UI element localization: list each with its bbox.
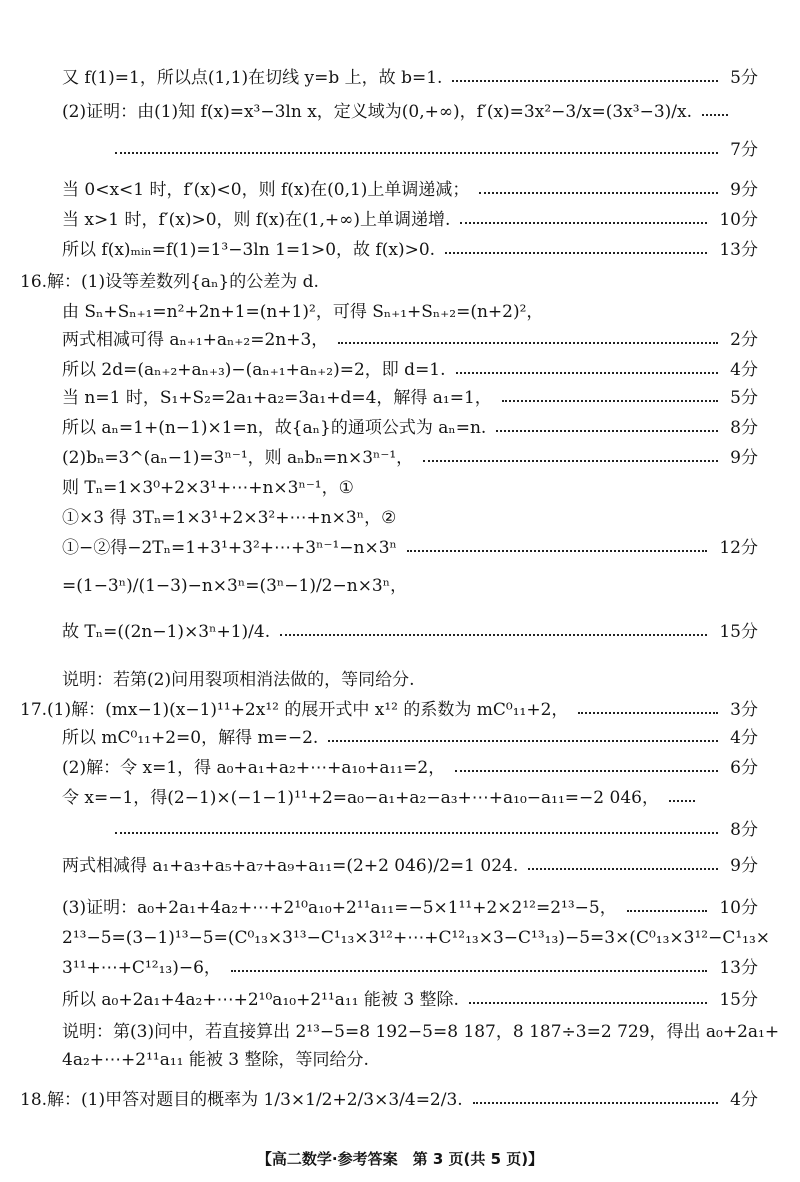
dot-leader bbox=[502, 400, 718, 402]
score-label: 4分 bbox=[730, 728, 758, 749]
page-footer: 【高二数学·参考答案 第 3 页(共 5 页)】 bbox=[256, 1150, 544, 1168]
score-label: 6分 bbox=[730, 758, 758, 779]
score-label: 4分 bbox=[730, 360, 758, 381]
line-text: 故 Tₙ=((2n−1)×3ⁿ+1)/4. bbox=[62, 622, 271, 643]
score-label: 8分 bbox=[730, 418, 758, 439]
dot-leader bbox=[407, 550, 707, 552]
solution-line bbox=[0, 846, 800, 876]
line-text: 两式相减得 a₁+a₃+a₅+a₇+a₉+a₁₁=(2+2 046)/2=1 024. bbox=[62, 856, 519, 877]
dot-leader bbox=[445, 252, 707, 254]
solution-line bbox=[0, 498, 800, 528]
line-text: 所以 a₀+2a₁+4a₂+⋯+2¹⁰a₁₀+2¹¹a₁₁ 能被 3 整除. bbox=[62, 990, 459, 1011]
score-label: 5分 bbox=[730, 388, 758, 409]
solution-line bbox=[0, 378, 800, 408]
line-text: (3)证明：a₀+2a₁+4a₂+⋯+2¹⁰a₁₀+2¹¹a₁₁=−5×1¹¹+2×2¹²=2¹³−5， bbox=[62, 898, 617, 919]
line-text: 4a₂+⋯+2¹¹a₁₁ 能被 3 整除，等同给分. bbox=[62, 1050, 369, 1071]
line-text: (2)解：令 x=1，得 a₀+a₁+a₂+⋯+a₁₀+a₁₁=2， bbox=[62, 758, 446, 779]
line-text: =(1−3ⁿ)/(1−3)−n×3ⁿ=(3ⁿ−1)/2−n×3ⁿ， bbox=[62, 576, 408, 597]
solution-line bbox=[0, 350, 800, 380]
solution-line bbox=[0, 810, 800, 840]
dot-leader bbox=[115, 832, 718, 834]
score-label: 9分 bbox=[730, 856, 758, 877]
line-text: 所以 2d=(aₙ₊₂+aₙ₊₃)−(aₙ₊₁+aₙ₊₂)=2，即 d=1. bbox=[62, 360, 446, 381]
dot-leader bbox=[115, 152, 718, 154]
solution-line bbox=[0, 200, 800, 230]
solution-line bbox=[0, 170, 800, 200]
line-text: 当 x>1 时，f′(x)>0，则 f(x)在(1,+∞)上单调递增. bbox=[62, 210, 451, 231]
line-text: 当 0<x<1 时，f′(x)<0，则 f(x)在(0,1)上单调递减； bbox=[62, 180, 470, 201]
dot-leader bbox=[469, 1002, 707, 1004]
solution-line bbox=[0, 888, 800, 918]
line-text: (2)bₙ=3^(aₙ−1)=3ⁿ⁻¹，则 aₙbₙ=n×3ⁿ⁻¹， bbox=[62, 448, 414, 469]
solution-line bbox=[0, 408, 800, 438]
solution-line bbox=[0, 292, 800, 322]
solution-line bbox=[0, 718, 800, 748]
solution-line bbox=[0, 438, 800, 468]
score-label: 3分 bbox=[730, 700, 758, 721]
continuation-dots bbox=[702, 114, 728, 116]
solution-line bbox=[0, 778, 800, 808]
score-label: 5分 bbox=[730, 68, 758, 89]
line-text: 16.解：(1)设等差数列{aₙ}的公差为 d. bbox=[20, 272, 319, 293]
dot-leader bbox=[496, 430, 718, 432]
line-text: (2)证明：由(1)知 f(x)=x³−3ln x，定义域为(0,+∞)，f′(x)=3x²−3/x=(3x³−3)/x. bbox=[62, 102, 693, 123]
line-text: ①×3 得 3Tₙ=1×3¹+2×3²+⋯+n×3ⁿ，② bbox=[62, 508, 397, 529]
solution-line bbox=[0, 1040, 800, 1070]
score-label: 10分 bbox=[719, 898, 758, 919]
score-label: 10分 bbox=[719, 210, 758, 231]
dot-leader bbox=[338, 342, 718, 344]
solution-line bbox=[0, 690, 800, 720]
line-text: 令 x=−1，得(2−1)×(−1−1)¹¹+2=a₀−a₁+a₂−a₃+⋯+a₁₀−a₁₁=−2 046， bbox=[62, 788, 659, 809]
solution-line bbox=[0, 566, 800, 596]
solution-line bbox=[0, 320, 800, 350]
score-label: 13分 bbox=[719, 240, 758, 261]
dot-leader bbox=[479, 192, 718, 194]
solution-line bbox=[0, 130, 800, 160]
solution-line bbox=[0, 528, 800, 558]
line-text: 两式相减可得 aₙ₊₁+aₙ₊₂=2n+3， bbox=[62, 330, 329, 351]
score-label: 12分 bbox=[719, 538, 758, 559]
score-label: 9分 bbox=[730, 448, 758, 469]
line-text: 所以 f(x)ₘᵢₙ=f(1)=1³−3ln 1=1>0，故 f(x)>0. bbox=[62, 240, 436, 261]
dot-leader bbox=[455, 770, 718, 772]
score-label: 15分 bbox=[719, 990, 758, 1011]
line-text: 所以 mC⁰₁₁+2=0，解得 m=−2. bbox=[62, 728, 319, 749]
dot-leader bbox=[578, 712, 718, 714]
score-label: 4分 bbox=[730, 1090, 758, 1111]
dot-leader bbox=[473, 1102, 718, 1104]
solution-line bbox=[0, 58, 800, 88]
line-text: 又 f(1)=1，所以点(1,1)在切线 y=b 上，故 b=1. bbox=[62, 68, 443, 89]
score-label: 13分 bbox=[719, 958, 758, 979]
line-text: 由 Sₙ+Sₙ₊₁=n²+2n+1=(n+1)²，可得 Sₙ₊₁+Sₙ₊₂=(n+2)²， bbox=[62, 302, 544, 323]
dot-leader bbox=[280, 634, 707, 636]
score-label: 9分 bbox=[730, 180, 758, 201]
solution-line bbox=[0, 980, 800, 1010]
score-label: 15分 bbox=[719, 622, 758, 643]
dot-leader bbox=[528, 868, 718, 870]
line-text: 则 Tₙ=1×3⁰+2×3¹+⋯+n×3ⁿ⁻¹，① bbox=[62, 478, 354, 499]
line-text: 当 n=1 时，S₁+S₂=2a₁+a₂=3a₁+d=4，解得 a₁=1， bbox=[62, 388, 492, 409]
score-label: 7分 bbox=[730, 140, 758, 161]
solution-line bbox=[0, 918, 800, 948]
solution-line bbox=[0, 1012, 800, 1042]
solution-line bbox=[0, 1080, 800, 1110]
solution-line bbox=[0, 468, 800, 498]
line-text: 18.解：(1)甲答对题目的概率为 1/3×1/2+2/3×3/4=2/3. bbox=[20, 1090, 463, 1111]
dot-leader bbox=[328, 740, 718, 742]
line-text: 说明：第(3)问中，若直接算出 2¹³−5=8 192−5=8 187，8 187÷3=2 729，得出 a₀+2a₁+ bbox=[62, 1022, 780, 1043]
solution-line bbox=[0, 92, 800, 122]
line-text: 3¹¹+⋯+C¹²₁₃)−6， bbox=[62, 958, 221, 979]
line-text: 2¹³−5=(3−1)¹³−5=(C⁰₁₃×3¹³−C¹₁₃×3¹²+⋯+C¹²₁₃×3−C¹³₁₃)−5=3×(C⁰₁₃×3¹²−C¹₁₃× bbox=[62, 928, 771, 949]
solution-line bbox=[0, 230, 800, 260]
dot-leader bbox=[627, 910, 708, 912]
score-label: 2分 bbox=[730, 330, 758, 351]
solution-line bbox=[0, 948, 800, 978]
dot-leader bbox=[423, 460, 718, 462]
solution-line bbox=[0, 612, 800, 642]
solution-line bbox=[0, 262, 800, 292]
line-text: ①−②得−2Tₙ=1+3¹+3²+⋯+3ⁿ⁻¹−n×3ⁿ bbox=[62, 538, 397, 559]
dot-leader bbox=[452, 80, 718, 82]
line-text: 17.(1)解：(mx−1)(x−1)¹¹+2x¹² 的展开式中 x¹² 的系数为 mC⁰₁₁+2， bbox=[20, 700, 569, 721]
dot-leader bbox=[460, 222, 707, 224]
dot-leader bbox=[231, 970, 707, 972]
solution-line bbox=[0, 660, 800, 690]
solution-line bbox=[0, 748, 800, 778]
dot-leader bbox=[456, 372, 719, 374]
score-label: 8分 bbox=[730, 820, 758, 841]
line-text: 说明：若第(2)问用裂项相消法做的，等同给分. bbox=[62, 670, 415, 691]
continuation-dots bbox=[669, 800, 695, 802]
line-text: 所以 aₙ=1+(n−1)×1=n，故{aₙ}的通项公式为 aₙ=n. bbox=[62, 418, 487, 439]
